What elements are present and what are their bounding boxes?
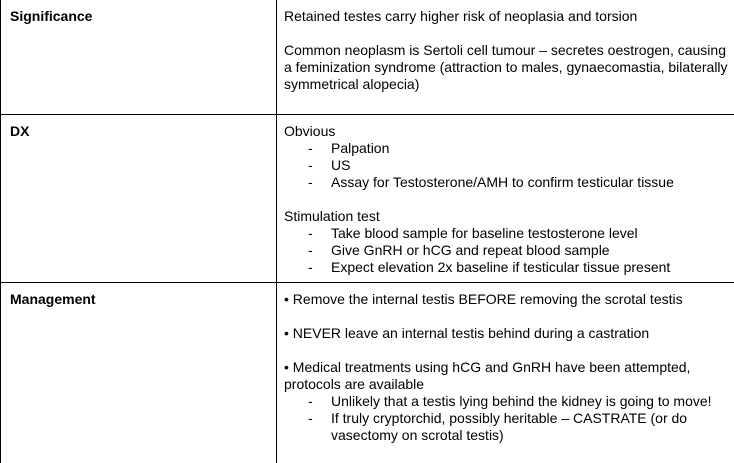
list-item: - US [308,157,351,173]
row-content-dx [284,123,729,276]
management-bullet: • Medical treatments using hCG and GnRH have been attempted, protocols are available [284,359,691,392]
management-sub-list [284,393,729,444]
obvious-list [284,140,729,191]
list-item: - Palpation [308,140,390,156]
list-item: - Take blood sample for baseline testosterone level [308,225,638,241]
column-divider [276,0,277,463]
row-label-dx: DX [10,123,30,139]
list-item: - Expect elevation 2x baseline if testicular tissue present [308,259,671,275]
obvious-heading: Obvious [284,123,336,139]
list-item: - Unlikely that a testis lying behind the kidney is going to move! [308,393,712,409]
significance-text: Retained testes carry higher risk of neoplasia and torsion [284,8,638,24]
management-bullet: • Remove the internal testis BEFORE removing the scrotal testis [284,291,683,307]
list-item: - Assay for Testosterone/AMH to confirm testicular tissue [308,174,674,190]
row-divider [1,114,734,115]
row-content-management [284,291,729,444]
row-label-management: Management [10,291,96,307]
stimulation-heading: Stimulation test [284,208,380,224]
list-item: - Give GnRH or hCG and repeat blood sample [308,242,610,258]
row-divider [1,282,734,283]
list-item: - If truly cryptorchid, possibly heritable – CASTRATE (or do vasectomy on scrotal testis) [308,410,688,443]
stimulation-list [284,225,729,276]
row-content-significance [284,8,729,93]
row-label-significance: Significance [10,8,93,24]
management-bullet: • NEVER leave an internal testis behind during a castration [284,325,650,341]
significance-text: Common neoplasm is Sertoli cell tumour – secretes oestrogen, causing a feminization syndrome (attraction to males, gynaecomastia, bilaterally symmetrical alopecia) [284,42,728,92]
